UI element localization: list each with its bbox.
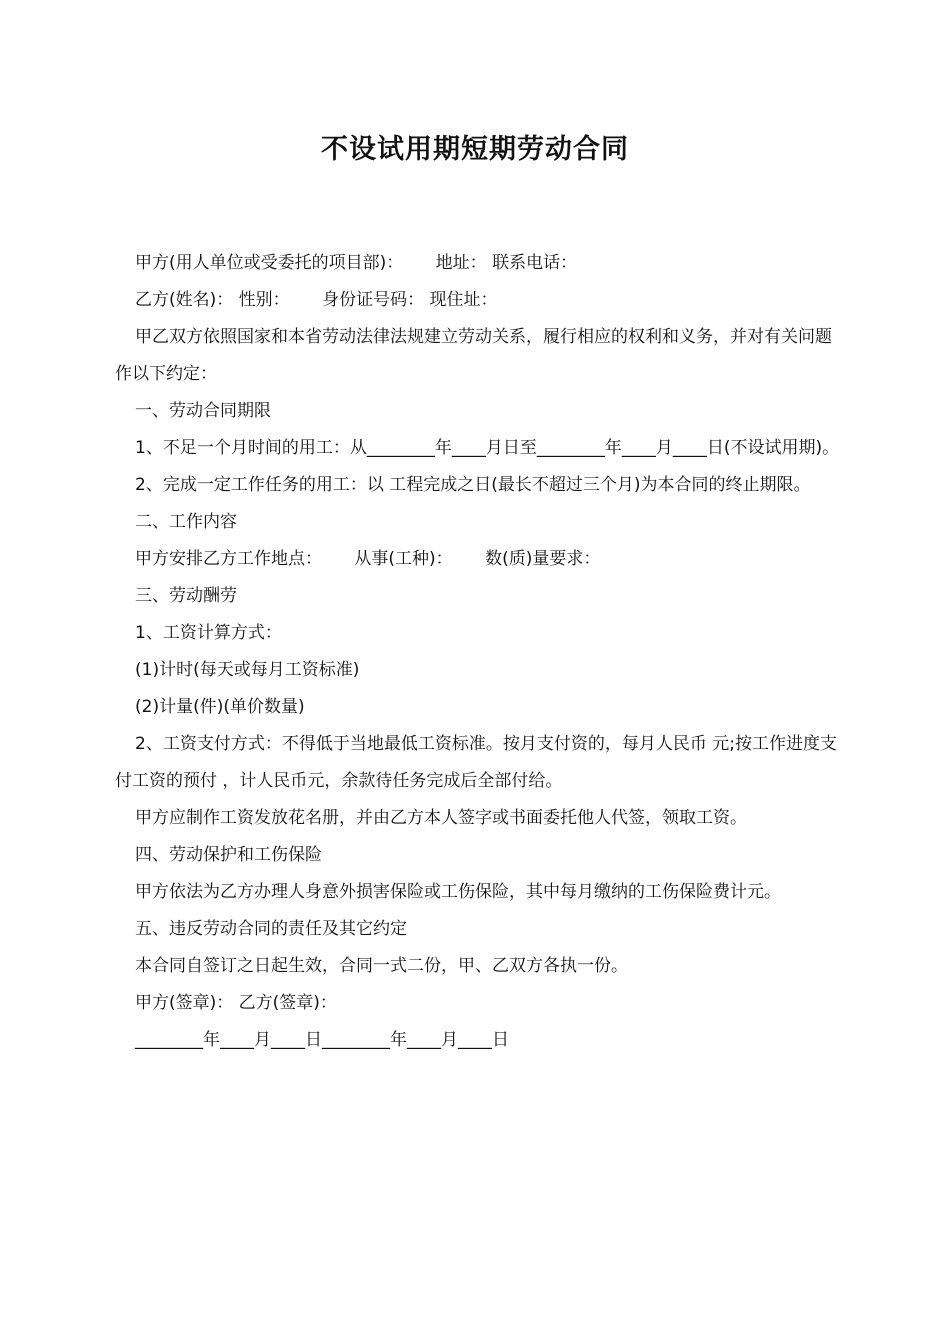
pay-payment-clause: 2、工资支付方式：不得低于当地最低工资标准。按月支付资的，每月人民币 元;按工作进度支付工资的预付 ，计人民币元，余款待任务完成后全部付给。 xyxy=(115,734,837,791)
document-title: 不设试用期短期劳动合同 xyxy=(321,134,629,165)
party-a-info: 甲方(用人单位或受委托的项目部)： 地址： 联系电话： xyxy=(135,253,578,273)
section-heading-work: 二、工作内容 xyxy=(135,512,237,532)
section-heading-liability: 五、违反劳动合同的责任及其它约定 xyxy=(135,919,407,939)
effect-clause: 本合同自签订之日起生效，合同一式二份，甲、乙双方各执一份。 xyxy=(135,956,628,976)
signature-date-line: ________年____月____日________年____月____日 xyxy=(135,1030,509,1050)
section-heading-insurance: 四、劳动保护和工伤保险 xyxy=(135,845,322,865)
work-content-line: 甲方安排乙方工作地点： 从事(工种)： 数(质)量要求： xyxy=(135,549,601,569)
preamble-paragraph: 甲乙双方依照国家和本省劳动法律法规建立劳动关系，履行相应的权利和义务，并对有关问题作以下约定： xyxy=(115,327,832,384)
pay-method-piece: (2)计量(件)(单价数量) xyxy=(135,697,305,717)
document-body xyxy=(115,245,840,1059)
party-b-info: 乙方(姓名)： 性别： 身份证号码： 现住址： xyxy=(135,290,498,310)
section-heading-term: 一、劳动合同期限 xyxy=(135,401,271,421)
term-clause-1: 1、不足一个月时间的用工：从________年____月日至________年____月____日(不设试用期)。 xyxy=(135,438,840,458)
payroll-clause: 甲方应制作工资发放花名册，并由乙方本人签字或书面委托他人代签，领取工资。 xyxy=(135,808,747,828)
signature-line: 甲方(签章)： 乙方(签章)： xyxy=(135,993,337,1013)
pay-method-heading: 1、工资计算方式： xyxy=(135,623,282,643)
term-clause-2: 2、完成一定工作任务的用工：以 工程完成之日(最长不超过三个月)为本合同的终止期限。 xyxy=(135,475,811,495)
insurance-clause: 甲方依法为乙方办理人身意外损害保险或工伤保险，其中每月缴纳的工伤保险费计元。 xyxy=(135,882,781,902)
section-heading-pay: 三、劳动酬劳 xyxy=(135,586,237,606)
pay-method-time: (1)计时(每天或每月工资标准) xyxy=(135,660,360,680)
